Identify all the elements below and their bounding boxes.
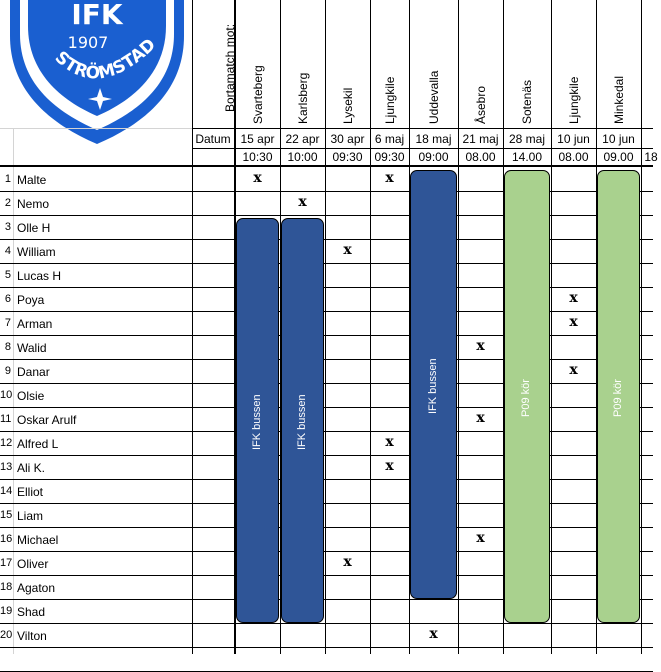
row-number: 20 [0, 629, 13, 641]
match-date: 10 jun [557, 132, 590, 146]
opponent-header: Svarteberg [250, 65, 265, 124]
row-divider [0, 575, 653, 576]
player-name: Malte [17, 173, 47, 187]
opponent-header: Åsebro [473, 85, 488, 124]
player-name: William [17, 245, 56, 259]
attendance-mark: x [476, 338, 485, 354]
column-divider [641, 0, 642, 654]
attendance-mark: x [385, 170, 394, 186]
row-number: 8 [4, 341, 11, 353]
player-name: Ali K. [17, 461, 46, 475]
player-name: Lucas H [17, 269, 62, 283]
row-number: 2 [4, 197, 11, 209]
opponent-header: Lysekil [340, 87, 355, 124]
row-number: 15 [0, 509, 13, 521]
match-time: 14.00 [511, 150, 543, 164]
row-divider [0, 407, 653, 408]
player-name: Arman [17, 317, 53, 331]
transport-bar-label: IFK bussen [295, 393, 308, 450]
row-divider [0, 527, 653, 528]
row-divider [192, 128, 653, 129]
match-date: 22 apr [285, 132, 320, 146]
opponent-header: Sotenäs [520, 79, 534, 124]
match-time: 09:30 [332, 150, 363, 164]
match-time: 09:30 [374, 150, 405, 164]
match-time: 08.00 [558, 150, 589, 164]
player-name: Poya [17, 293, 45, 307]
ifk-stromstad-logo [4, 0, 190, 144]
column-divider [325, 0, 326, 654]
opponent-header: Ljungkile [566, 76, 581, 124]
datum-label: Datum [195, 132, 231, 146]
opponent-header: Karlsberg [295, 72, 310, 124]
header-divider [0, 165, 653, 167]
logo-ifk-text: IFK [71, 0, 123, 31]
row-number: 19 [0, 605, 13, 617]
row-divider [0, 287, 653, 288]
row-number: 9 [4, 365, 11, 377]
attendance-mark: x [385, 434, 394, 450]
opponent-header: Minkedal [611, 75, 626, 124]
column-divider [458, 0, 459, 654]
row-number: 6 [4, 293, 11, 305]
player-name: Nemo [17, 197, 50, 211]
attendance-mark: x [569, 314, 578, 330]
column-divider [370, 0, 371, 654]
player-name: Olsie [17, 389, 45, 403]
row-divider [0, 623, 653, 624]
match-date: 10 jun [602, 132, 635, 146]
row-divider [0, 215, 653, 216]
row-divider [0, 263, 653, 264]
row-divider [0, 359, 653, 360]
player-name: Vilton [17, 629, 47, 643]
logo-year-text: 1907 [67, 33, 109, 52]
match-date: 30 apr [330, 132, 365, 146]
row-divider [0, 479, 653, 480]
row-divider [192, 148, 653, 149]
transport-bar-label: IFK bussen [426, 357, 439, 414]
attendance-mark: x [476, 530, 485, 546]
player-name: Michael [17, 533, 59, 547]
match-date: 18 maj [415, 132, 452, 146]
attendance-mark: x [569, 362, 578, 378]
row-divider [0, 431, 653, 432]
transport-bar-label: IFK bussen [250, 393, 263, 450]
row-number: 16 [0, 533, 13, 545]
row-divider [0, 191, 653, 192]
attendance-mark: x [569, 290, 578, 306]
row-number: 5 [4, 269, 11, 281]
row-number: 3 [4, 221, 11, 233]
match-time: 09:00 [418, 150, 449, 164]
row-number: 14 [0, 485, 13, 497]
player-name: Olle H [17, 221, 51, 235]
player-name: Liam [17, 509, 44, 523]
row-number: 7 [4, 317, 11, 329]
attendance-mark: x [385, 458, 394, 474]
gridline [0, 128, 192, 129]
column-divider [551, 0, 552, 654]
row-divider [0, 383, 653, 384]
row-number: 18 [0, 581, 13, 593]
player-name: Elliot [17, 485, 44, 499]
match-time: 10:30 [242, 150, 273, 164]
player-name: Danar [17, 365, 50, 379]
row-number: 17 [0, 557, 13, 569]
row-number: 10 [0, 389, 13, 401]
match-date: 6 maj [374, 132, 405, 146]
opponent-header: Ljungkile [382, 76, 397, 124]
row-divider [0, 455, 653, 456]
row-divider [0, 335, 653, 336]
transport-bar-label: P09 kör [611, 378, 624, 417]
player-name: Alfred L [17, 437, 59, 451]
away-label: Bortamatch mot: [223, 23, 237, 112]
attendance-mark: x [476, 410, 485, 426]
row-divider [0, 647, 653, 648]
logo-arc-textpath: STRÖMSTAD [50, 34, 160, 84]
player-name: Oliver [17, 557, 49, 571]
row-divider [0, 311, 653, 312]
player-name: Shad [17, 605, 46, 619]
row-divider [0, 503, 653, 504]
match-date: 15 apr [240, 132, 275, 146]
player-name: Agaton [17, 581, 56, 595]
match-time: 10:00 [287, 150, 318, 164]
row-number: 13 [0, 461, 13, 473]
row-divider [0, 599, 653, 600]
match-time: 08.00 [465, 150, 496, 164]
row-number: 11 [0, 413, 12, 425]
attendance-mark: x [429, 626, 438, 642]
match-date: 28 maj [508, 132, 546, 146]
row-number: 4 [4, 245, 11, 257]
player-name: Walid [17, 341, 47, 355]
attendance-mark: x [253, 170, 262, 186]
attendance-mark: x [298, 194, 307, 210]
match-time: 09.00 [603, 150, 634, 164]
player-name: Oskar Arulf [17, 413, 77, 427]
row-divider [0, 551, 653, 552]
attendance-mark: x [343, 242, 352, 258]
row-number: 12 [0, 437, 13, 449]
match-date: 21 maj [462, 132, 499, 146]
row-divider [0, 239, 653, 240]
attendance-mark: x [343, 554, 352, 570]
transport-bar-label: P09 kör [520, 378, 532, 417]
partial-column-cell: 18 [644, 150, 658, 164]
row-number: 1 [4, 173, 11, 185]
opponent-header: Uddevalla [426, 70, 441, 124]
column-divider [192, 0, 193, 654]
